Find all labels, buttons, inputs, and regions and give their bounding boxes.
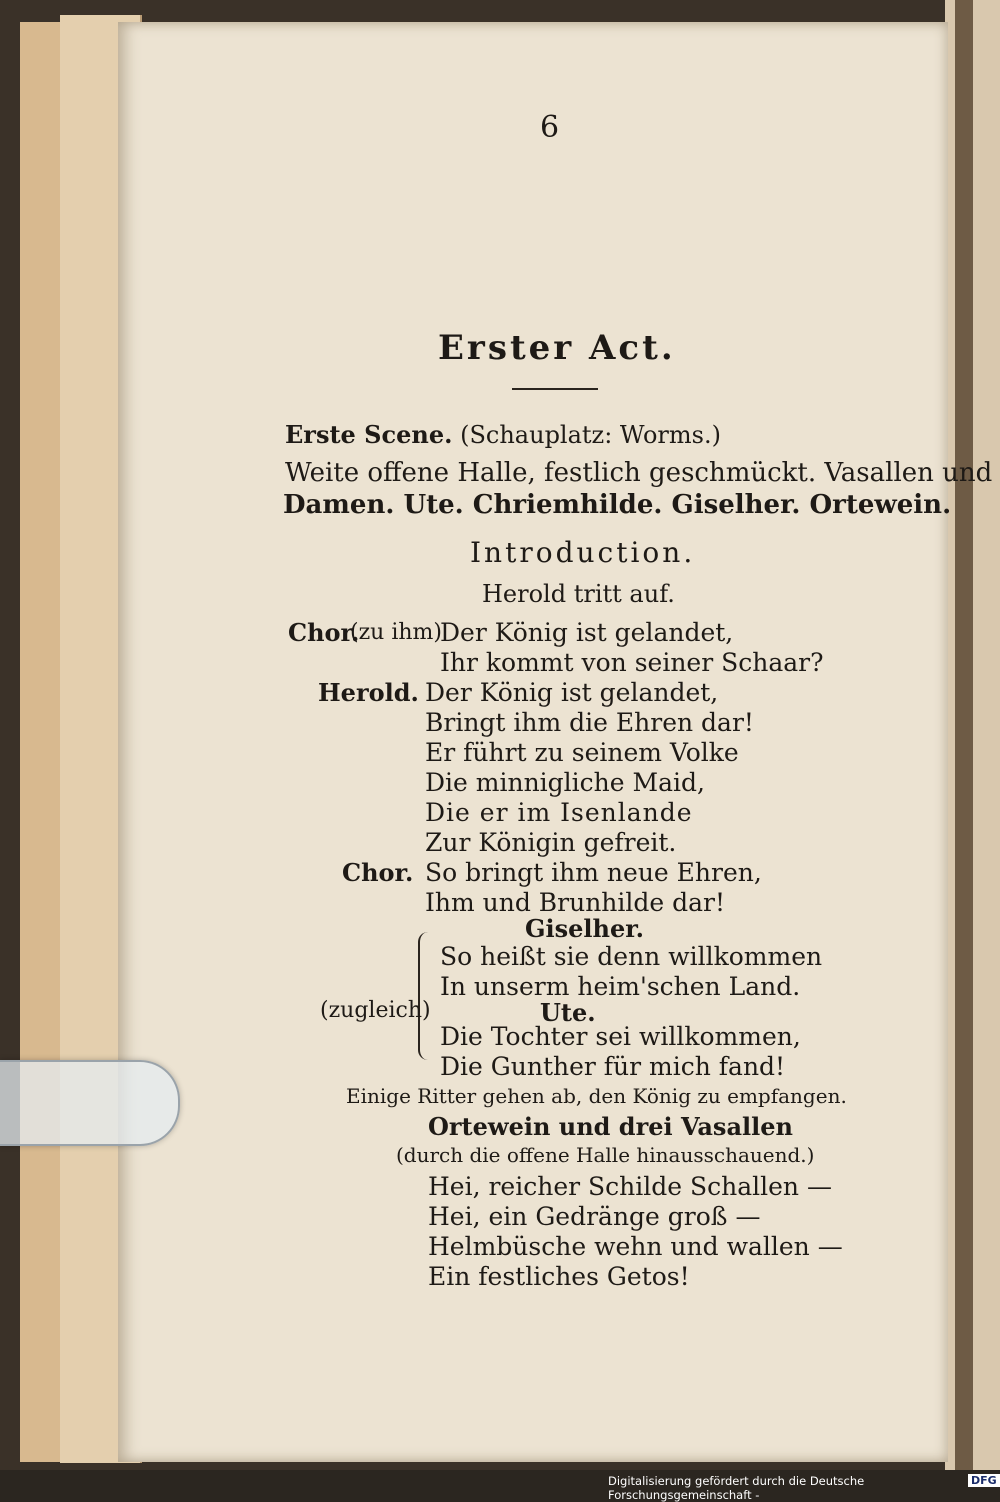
ortewein-line-3: Helmbüsche wehn und wallen —	[428, 1232, 843, 1261]
scene-description-line-1: Weite offene Halle, festlich geschmückt. Vasallen und	[285, 458, 993, 488]
chor-direction: (zu ihm)	[350, 620, 442, 645]
page-number: 6	[540, 110, 560, 145]
scene-setting: (Schauplatz: Worms.)	[460, 421, 721, 449]
herold-line-1: Der König ist gelandet,	[425, 678, 719, 707]
scene-heading	[285, 420, 721, 449]
chor2-line-1: So bringt ihm neue Ehren,	[425, 858, 762, 887]
chor-speaker-1: Chor.	[288, 618, 360, 647]
ortewein-heading: Ortewein und drei Vasallen	[428, 1112, 793, 1141]
stage-direction: Einige Ritter gehen ab, den König zu empfangen.	[346, 1084, 847, 1108]
herold-line-3: Er führt zu seinem Volke	[425, 738, 739, 767]
chor1-line-1: Der König ist gelandet,	[440, 618, 734, 647]
simultaneous-brace	[418, 932, 434, 1060]
scene-description-line-2: Damen. Ute. Chriemhilde. Giselher. Ortewein.	[283, 490, 952, 520]
giselher-line-2: In unserm heim'schen Land.	[440, 972, 801, 1001]
ute-line-1: Die Tochter sei willkommen,	[440, 1022, 801, 1051]
herold-line-6: Zur Königin gefreit.	[425, 828, 677, 857]
ute-line-2: Die Gunther für mich fand!	[440, 1052, 786, 1081]
ortewein-line-1: Hei, reicher Schilde Schallen —	[428, 1172, 832, 1201]
giselher-line-1: So heißt sie denn willkommen	[440, 942, 823, 971]
chor2-line-2: Ihm und Brunhilde dar!	[425, 888, 726, 917]
ute-speaker: Ute.	[540, 998, 596, 1027]
herold-line-2: Bringt ihm die Ehren dar!	[425, 708, 754, 737]
chor1-line-2: Ihr kommt von seiner Schaar?	[440, 648, 824, 677]
book-spine-shadow	[955, 0, 973, 1470]
herold-line-4: Die minnigliche Maid,	[425, 768, 705, 797]
scene-title: Erste Scene.	[285, 420, 453, 449]
together-direction: (zugleich)	[320, 998, 431, 1023]
herold-enters-direction: Herold tritt auf.	[482, 580, 675, 608]
giselher-speaker: Giselher.	[525, 914, 645, 943]
dfg-logo: DFG	[968, 1474, 1000, 1487]
page-turn-tab[interactable]	[0, 1060, 180, 1146]
introduction-heading: Introduction.	[470, 536, 696, 569]
ortewein-direction: (durch die offene Halle hinausschauend.)	[396, 1143, 815, 1167]
herold-speaker: Herold.	[318, 678, 419, 707]
title-rule	[512, 388, 598, 390]
ortewein-line-2: Hei, ein Gedränge groß —	[428, 1202, 761, 1231]
herold-line-5: Die er im Isenlande	[425, 798, 693, 827]
ortewein-line-4: Ein festliches Getos!	[428, 1262, 690, 1291]
act-title: Erster Act.	[438, 328, 676, 368]
footer-credit: Digitalisierung gefördert durch die Deutsche Forschungsgemeinschaft -	[608, 1474, 865, 1502]
chor-speaker-2: Chor.	[342, 858, 414, 887]
